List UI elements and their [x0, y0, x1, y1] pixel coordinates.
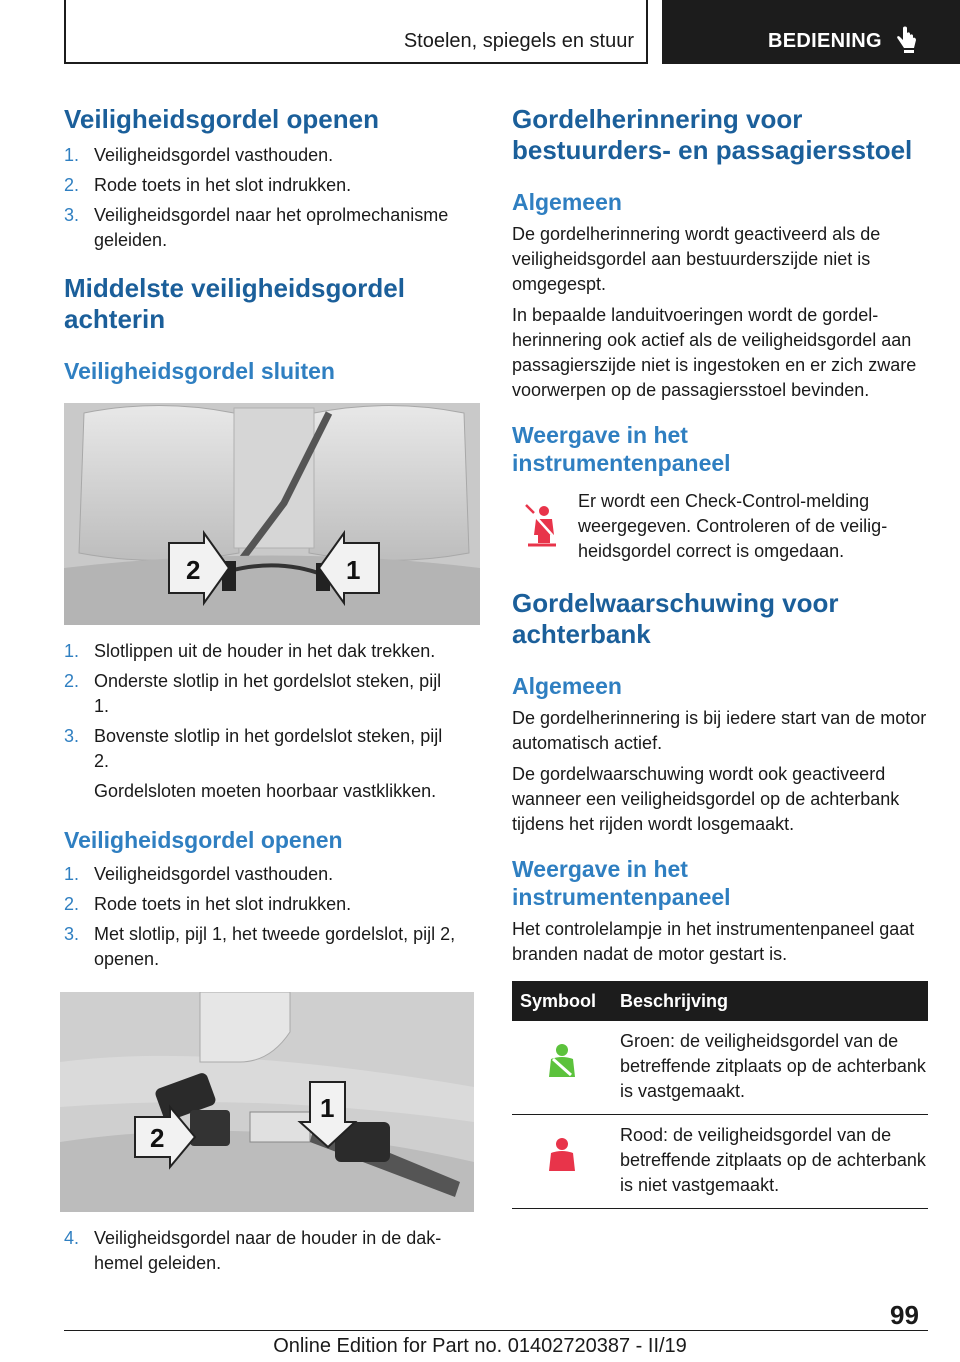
- arrow-label-2: 2: [186, 555, 201, 585]
- header-chapter-title: BEDIENING: [768, 30, 882, 52]
- heading-open-belt: Veiligheidsgordel openen: [64, 104, 379, 134]
- heading-display-2: Weergave in het instrumentenpaneel: [512, 856, 731, 910]
- footer-divider: [64, 1330, 928, 1331]
- list-item: 4. Veiligheidsgordel naar de houder in de dakhemel geleiden.: [64, 1228, 442, 1273]
- paragraph-display-1: Er wordt een Check-Control-melding weergegeven. Controleren of de veiligheidsgordel correct is omgedaan.: [578, 491, 888, 561]
- heading-belt-reminder: Gordelherinnering voor bestuurders- en passagiersstoel: [512, 104, 913, 165]
- check-control-row: [512, 489, 928, 564]
- buckle-illustration: [60, 992, 474, 1212]
- table-cell-desc: Groen: de veiligheidsgordel van de betreffende zitplaats op de achterbank is vastgemaakt.: [612, 1021, 928, 1115]
- heading-belt-warning-rear: Gordelwaarschuwing voor achterbank: [512, 588, 839, 649]
- table-header-symbol: Symbool: [512, 981, 612, 1021]
- symbol-table: [512, 981, 928, 1209]
- list-item: 1. Slotlippen uit de houder in het dak trekken.: [64, 641, 436, 661]
- heading-middle-belt: Middelste veiligheidsgordel achterin: [64, 273, 405, 334]
- right-column: [512, 100, 928, 1209]
- list-item: 2. Rode toets in het slot indrukken.: [64, 894, 352, 914]
- seatbelt-warning-icon: [524, 503, 560, 549]
- arrow-label-1: 1: [346, 555, 361, 585]
- table-cell-desc: Rood: de veiligheidsgordel van de betreffende zitplaats op de achterbank is niet vastgemaakt.: [612, 1115, 928, 1209]
- paragraph-general-2b: De gordelwaarschuwing wordt ook geactiveerd wanneer een veiligheidsgordel op de achterbank tijdens het rijden wordt losgemaakt.: [512, 764, 900, 834]
- left-column: [64, 100, 482, 1281]
- table-row: [512, 1115, 928, 1209]
- page-number: 99: [890, 1300, 919, 1330]
- heading-display-1: Weergave in het instrumentenpaneel: [512, 422, 731, 476]
- step-four-list: [64, 1226, 482, 1276]
- heading-general-2: Algemeen: [512, 673, 622, 699]
- seatbelt-unfastened-red-icon: [545, 1137, 579, 1177]
- seatbelt-fastened-green-icon: [545, 1043, 579, 1083]
- list-item: 3. Veiligheidsgordel naar het oprolmechanisme geleiden.: [64, 205, 449, 250]
- heading-general-1: Algemeen: [512, 189, 622, 215]
- table-row: [512, 1021, 928, 1115]
- close-belt-steps: [64, 639, 482, 774]
- list-item: 3. Met slotlip, pijl 1, het tweede gordelslot, pijl 2, openen.: [64, 924, 456, 969]
- list-item: 1. Veiligheidsgordel vasthouden.: [64, 145, 334, 165]
- hand-pointer-icon: [894, 26, 920, 54]
- arrow-label-2: 2: [150, 1123, 165, 1153]
- open-belt-rear-steps: [64, 862, 482, 972]
- list-item: 2. Onderste slotlip in het gordelslot steken, pijl 1.: [64, 671, 442, 716]
- rear-seat-belt-photo: [64, 403, 480, 625]
- footer-edition: Online Edition for Part no. 01402720387 - II/19: [273, 1335, 687, 1357]
- open-belt-steps: [64, 143, 482, 253]
- paragraph-general-1a: De gordelherinnering wordt geactiveerd als de veiligheidsgordel aan bestuurderszijde niet is omgegespt.: [512, 224, 881, 294]
- rear-seats-illustration: [64, 403, 480, 625]
- arrow-label-1: 1: [320, 1093, 335, 1123]
- belt-buckle-photo: [60, 992, 474, 1212]
- table-header-description: Beschrijving: [612, 981, 928, 1021]
- list-item: 1. Veiligheidsgordel vasthouden.: [64, 864, 334, 884]
- paragraph-general-2a: De gordelherinnering is bij iedere start van de motor automatisch actief.: [512, 708, 927, 753]
- header-section-box: [64, 0, 648, 64]
- list-item: 2. Rode toets in het slot indrukken.: [64, 175, 352, 195]
- heading-close-belt: Veiligheidsgordel sluiten: [64, 358, 335, 384]
- header-chapter-box: [662, 0, 960, 64]
- list-item: 3. Bovenste slotlip in het gordelslot steken, pijl 2.: [64, 726, 443, 771]
- close-belt-note: Gordelsloten moeten hoorbaar vastklikken.: [94, 781, 437, 801]
- paragraph-general-1b: In bepaalde landuitvoeringen wordt de gordelherinnering ook actief als de veiligheidsgordel aan passagierszijde niet is ingestoken en er zich zware voorwerpen op de passagiersstoel bevinden.: [512, 305, 917, 400]
- heading-open-belt-rear: Veiligheidsgordel openen: [64, 827, 343, 853]
- paragraph-display-2: Het controlelampje in het instrumentenpaneel gaat branden nadat de motor gestart is.: [512, 919, 915, 964]
- header-section-title: Stoelen, spiegels en stuur: [403, 30, 634, 52]
